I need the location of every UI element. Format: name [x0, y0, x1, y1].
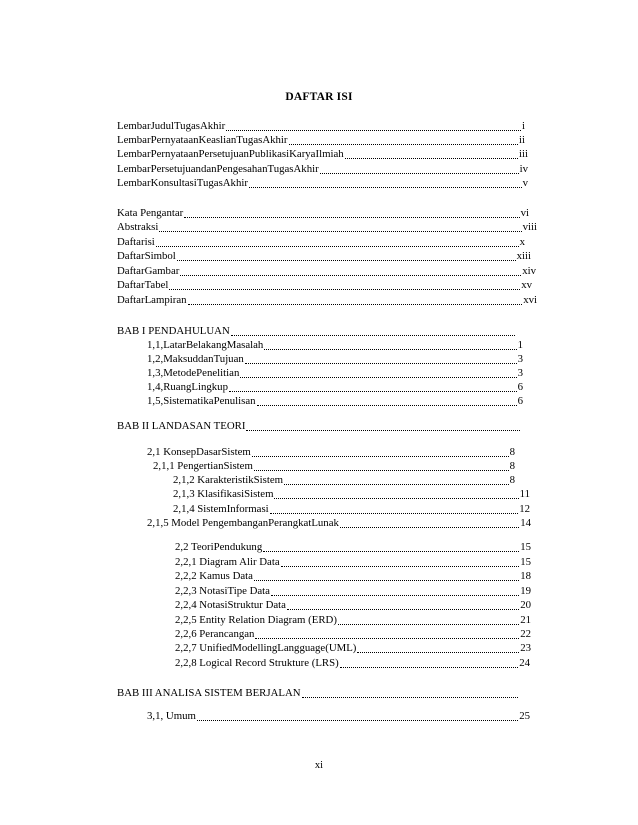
toc-entry-label: 2,1,2 KarakteristikSistem: [173, 474, 284, 486]
toc-entry-label: 2,2,2 Kamus Data: [175, 570, 253, 582]
toc-entry-page: 23: [520, 642, 531, 654]
toc-entry[interactable]: [153, 459, 515, 473]
toc-entry[interactable]: [147, 516, 531, 530]
toc-entry[interactable]: [147, 445, 515, 459]
toc-entry-page: 19: [520, 585, 531, 597]
toc-entry[interactable]: [117, 264, 536, 278]
toc-entry-page: 18: [520, 570, 531, 582]
toc-entry-label: LembarPernyataanKeaslianTugasAkhir: [117, 134, 288, 146]
dot-leader: [180, 269, 521, 276]
dot-leader: [287, 603, 519, 610]
dot-leader: [357, 646, 519, 653]
toc-entry[interactable]: [147, 338, 523, 352]
toc-entry[interactable]: [117, 176, 528, 190]
toc-entry-label: Daftarisi: [117, 236, 155, 248]
toc-entry-label: 2,2 TeoriPendukung: [175, 541, 263, 553]
dot-leader: [197, 714, 518, 721]
toc-entry-page: iii: [519, 148, 528, 160]
toc-entry-label: 2,1 KonsepDasarSistem: [147, 446, 251, 458]
dot-leader: [257, 399, 517, 406]
toc-entry[interactable]: [117, 162, 528, 176]
dot-leader: [320, 167, 519, 174]
toc-entry-page: 14: [520, 517, 531, 529]
toc-entry-page: xiii: [516, 250, 531, 262]
toc-entry[interactable]: [175, 555, 531, 569]
dot-leader: [263, 545, 519, 552]
toc-entry-label: 2,2,3 NotasiTipe Data: [175, 585, 270, 597]
toc-entry[interactable]: [147, 366, 523, 380]
toc-entry-label: Abstraksi: [117, 221, 159, 233]
dot-leader: [159, 225, 521, 232]
toc-entry-label: 2,1,1 PengertianSistem: [153, 460, 253, 472]
chapter-heading-label: BAB III ANALISA SISTEM BERJALAN: [117, 687, 301, 699]
toc-entry[interactable]: [173, 502, 530, 516]
toc-entry-label: 1,5,SistematikaPenulisan: [147, 395, 256, 407]
toc-entry-page: 22: [520, 628, 531, 640]
toc-entry[interactable]: [175, 540, 531, 554]
toc-entry-page: vi: [520, 207, 529, 219]
toc-entry-page: 21: [520, 614, 531, 626]
toc-entry-page: ii: [519, 134, 525, 146]
toc-entry[interactable]: [175, 656, 530, 670]
toc-entry-label: 1,4,RuangLingkup: [147, 381, 228, 393]
toc-entry-page: viii: [522, 221, 537, 233]
toc-entry-label: DaftarSimbol: [117, 250, 176, 262]
dot-leader: [177, 254, 516, 261]
toc-entry[interactable]: [147, 352, 523, 366]
toc-entry[interactable]: [175, 641, 531, 655]
toc-entry[interactable]: [117, 133, 525, 147]
toc-entry-label: 2,2,8 Logical Record Strukture (LRS): [175, 657, 339, 669]
toc-entry-page: 8: [509, 474, 515, 486]
toc-entry[interactable]: [117, 206, 529, 220]
dot-leader: [245, 357, 517, 364]
toc-entry-page: 15: [520, 541, 531, 553]
toc-entry-page: i: [522, 120, 525, 132]
toc-entry-page: 15: [520, 556, 531, 568]
toc-entry-page: 8: [509, 460, 515, 472]
dot-leader: [271, 589, 519, 596]
toc-entry[interactable]: [173, 487, 530, 501]
chapter-heading[interactable]: [117, 686, 519, 700]
toc-entry-page: 3: [517, 353, 523, 365]
dot-leader: [281, 560, 520, 567]
chapter-heading-label: BAB II LANDASAN TEORI: [117, 420, 246, 432]
toc-entry-label: 2,2,5 Entity Relation Diagram (ERD): [175, 614, 337, 626]
toc-entry-label: LembarKonsultasiTugasAkhir: [117, 177, 248, 189]
dot-leader: [231, 329, 515, 336]
dot-leader: [345, 152, 518, 159]
toc-entry-page: 11: [519, 488, 530, 500]
toc-entry[interactable]: [117, 278, 532, 292]
toc-entry-label: 2,1,4 SistemInformasi: [173, 503, 269, 515]
toc-entry-label: Kata Pengantar: [117, 207, 184, 219]
toc-entry[interactable]: [175, 627, 531, 641]
toc-entry-page: iv: [519, 163, 528, 175]
toc-entry-page: xiv: [522, 265, 536, 277]
dot-leader: [264, 343, 516, 350]
toc-entry-page: 3: [517, 367, 523, 379]
toc-entry-page: xvi: [523, 294, 537, 306]
toc-entry-page: 1: [517, 339, 523, 351]
toc-entry-label: 1,1,LatarBelakangMasalah: [147, 339, 264, 351]
dot-leader: [156, 240, 519, 247]
toc-entry-page: x: [519, 236, 525, 248]
toc-entry[interactable]: [147, 380, 523, 394]
toc-entry-label: 3,1, Umum: [147, 710, 196, 722]
toc-entry-label: DaftarLampiran: [117, 294, 187, 306]
toc-entry-page: 6: [517, 381, 523, 393]
toc-entry-label: 2,2,6 Perancangan: [175, 628, 255, 640]
toc-entry[interactable]: [175, 584, 531, 598]
toc-entry[interactable]: [175, 569, 531, 583]
dot-leader: [226, 124, 521, 131]
dot-leader: [254, 574, 519, 581]
toc-entry-label: 1,3,MetodePenelitian: [147, 367, 240, 379]
toc-entry-label: 2,1,5 Model PengembanganPerangkatLunak: [147, 517, 339, 529]
dot-leader: [274, 492, 518, 499]
toc-entry-page: 20: [520, 599, 531, 611]
toc-entry-label: LembarPersetujuandanPengesahanTugasAkhir: [117, 163, 319, 175]
toc-entry-label: DaftarGambar: [117, 265, 180, 277]
chapter-heading[interactable]: [117, 419, 521, 433]
toc-entry-label: 2,2,1 Diagram Alir Data: [175, 556, 280, 568]
toc-entry-page: 8: [509, 446, 515, 458]
toc-entry[interactable]: [175, 613, 531, 627]
toc-entry[interactable]: [147, 394, 523, 408]
dot-leader: [169, 283, 520, 290]
toc-entry-label: 2,2,4 NotasiStruktur Data: [175, 599, 286, 611]
chapter-heading-label: BAB I PENDAHULUAN: [117, 325, 230, 337]
toc-entry-page: 6: [517, 395, 523, 407]
toc-entry-label: LembarPernyataanPersetujuanPublikasiKaryaIlmiah: [117, 148, 344, 160]
page-title: DAFTAR ISI: [285, 91, 353, 103]
toc-entry[interactable]: [117, 249, 531, 263]
dot-leader: [340, 521, 519, 528]
toc-entry-page: 25: [519, 710, 530, 722]
dot-leader: [188, 298, 523, 305]
dot-leader: [252, 450, 509, 457]
toc-entry-label: 2,1,3 KlasifikasiSistem: [173, 488, 274, 500]
page-number: xi: [314, 760, 324, 771]
toc-entry[interactable]: [117, 147, 528, 161]
toc-entry[interactable]: [147, 709, 530, 723]
toc-entry-label: 1,2,MaksuddanTujuan: [147, 353, 244, 365]
toc-entry-page: xv: [521, 279, 532, 291]
toc-entry[interactable]: [117, 119, 525, 133]
dot-leader: [246, 424, 520, 431]
toc-entry-page: v: [522, 177, 528, 189]
dot-leader: [284, 478, 509, 485]
toc-entry[interactable]: [175, 598, 531, 612]
dot-leader: [184, 211, 519, 218]
dot-leader: [249, 181, 522, 188]
toc-entry-label: DaftarTabel: [117, 279, 169, 291]
toc-entry-page: 12: [519, 503, 530, 515]
toc-entry-page: 24: [519, 657, 530, 669]
dot-leader: [254, 464, 509, 471]
toc-entry[interactable]: [117, 235, 525, 249]
toc-entry[interactable]: [173, 473, 515, 487]
dot-leader: [340, 661, 518, 668]
dot-leader: [229, 385, 517, 392]
dot-leader: [338, 618, 519, 625]
dot-leader: [270, 507, 519, 514]
chapter-heading[interactable]: [117, 324, 516, 338]
dot-leader: [289, 138, 518, 145]
dot-leader: [240, 371, 516, 378]
dot-leader: [255, 632, 519, 639]
toc-entry-label: LembarJudulTugasAkhir: [117, 120, 226, 132]
toc-entry-label: 2,2,7 UnifiedModellingLangguage(UML): [175, 642, 357, 654]
toc-entry[interactable]: [117, 220, 537, 234]
dot-leader: [302, 691, 518, 698]
toc-entry[interactable]: [117, 293, 537, 307]
